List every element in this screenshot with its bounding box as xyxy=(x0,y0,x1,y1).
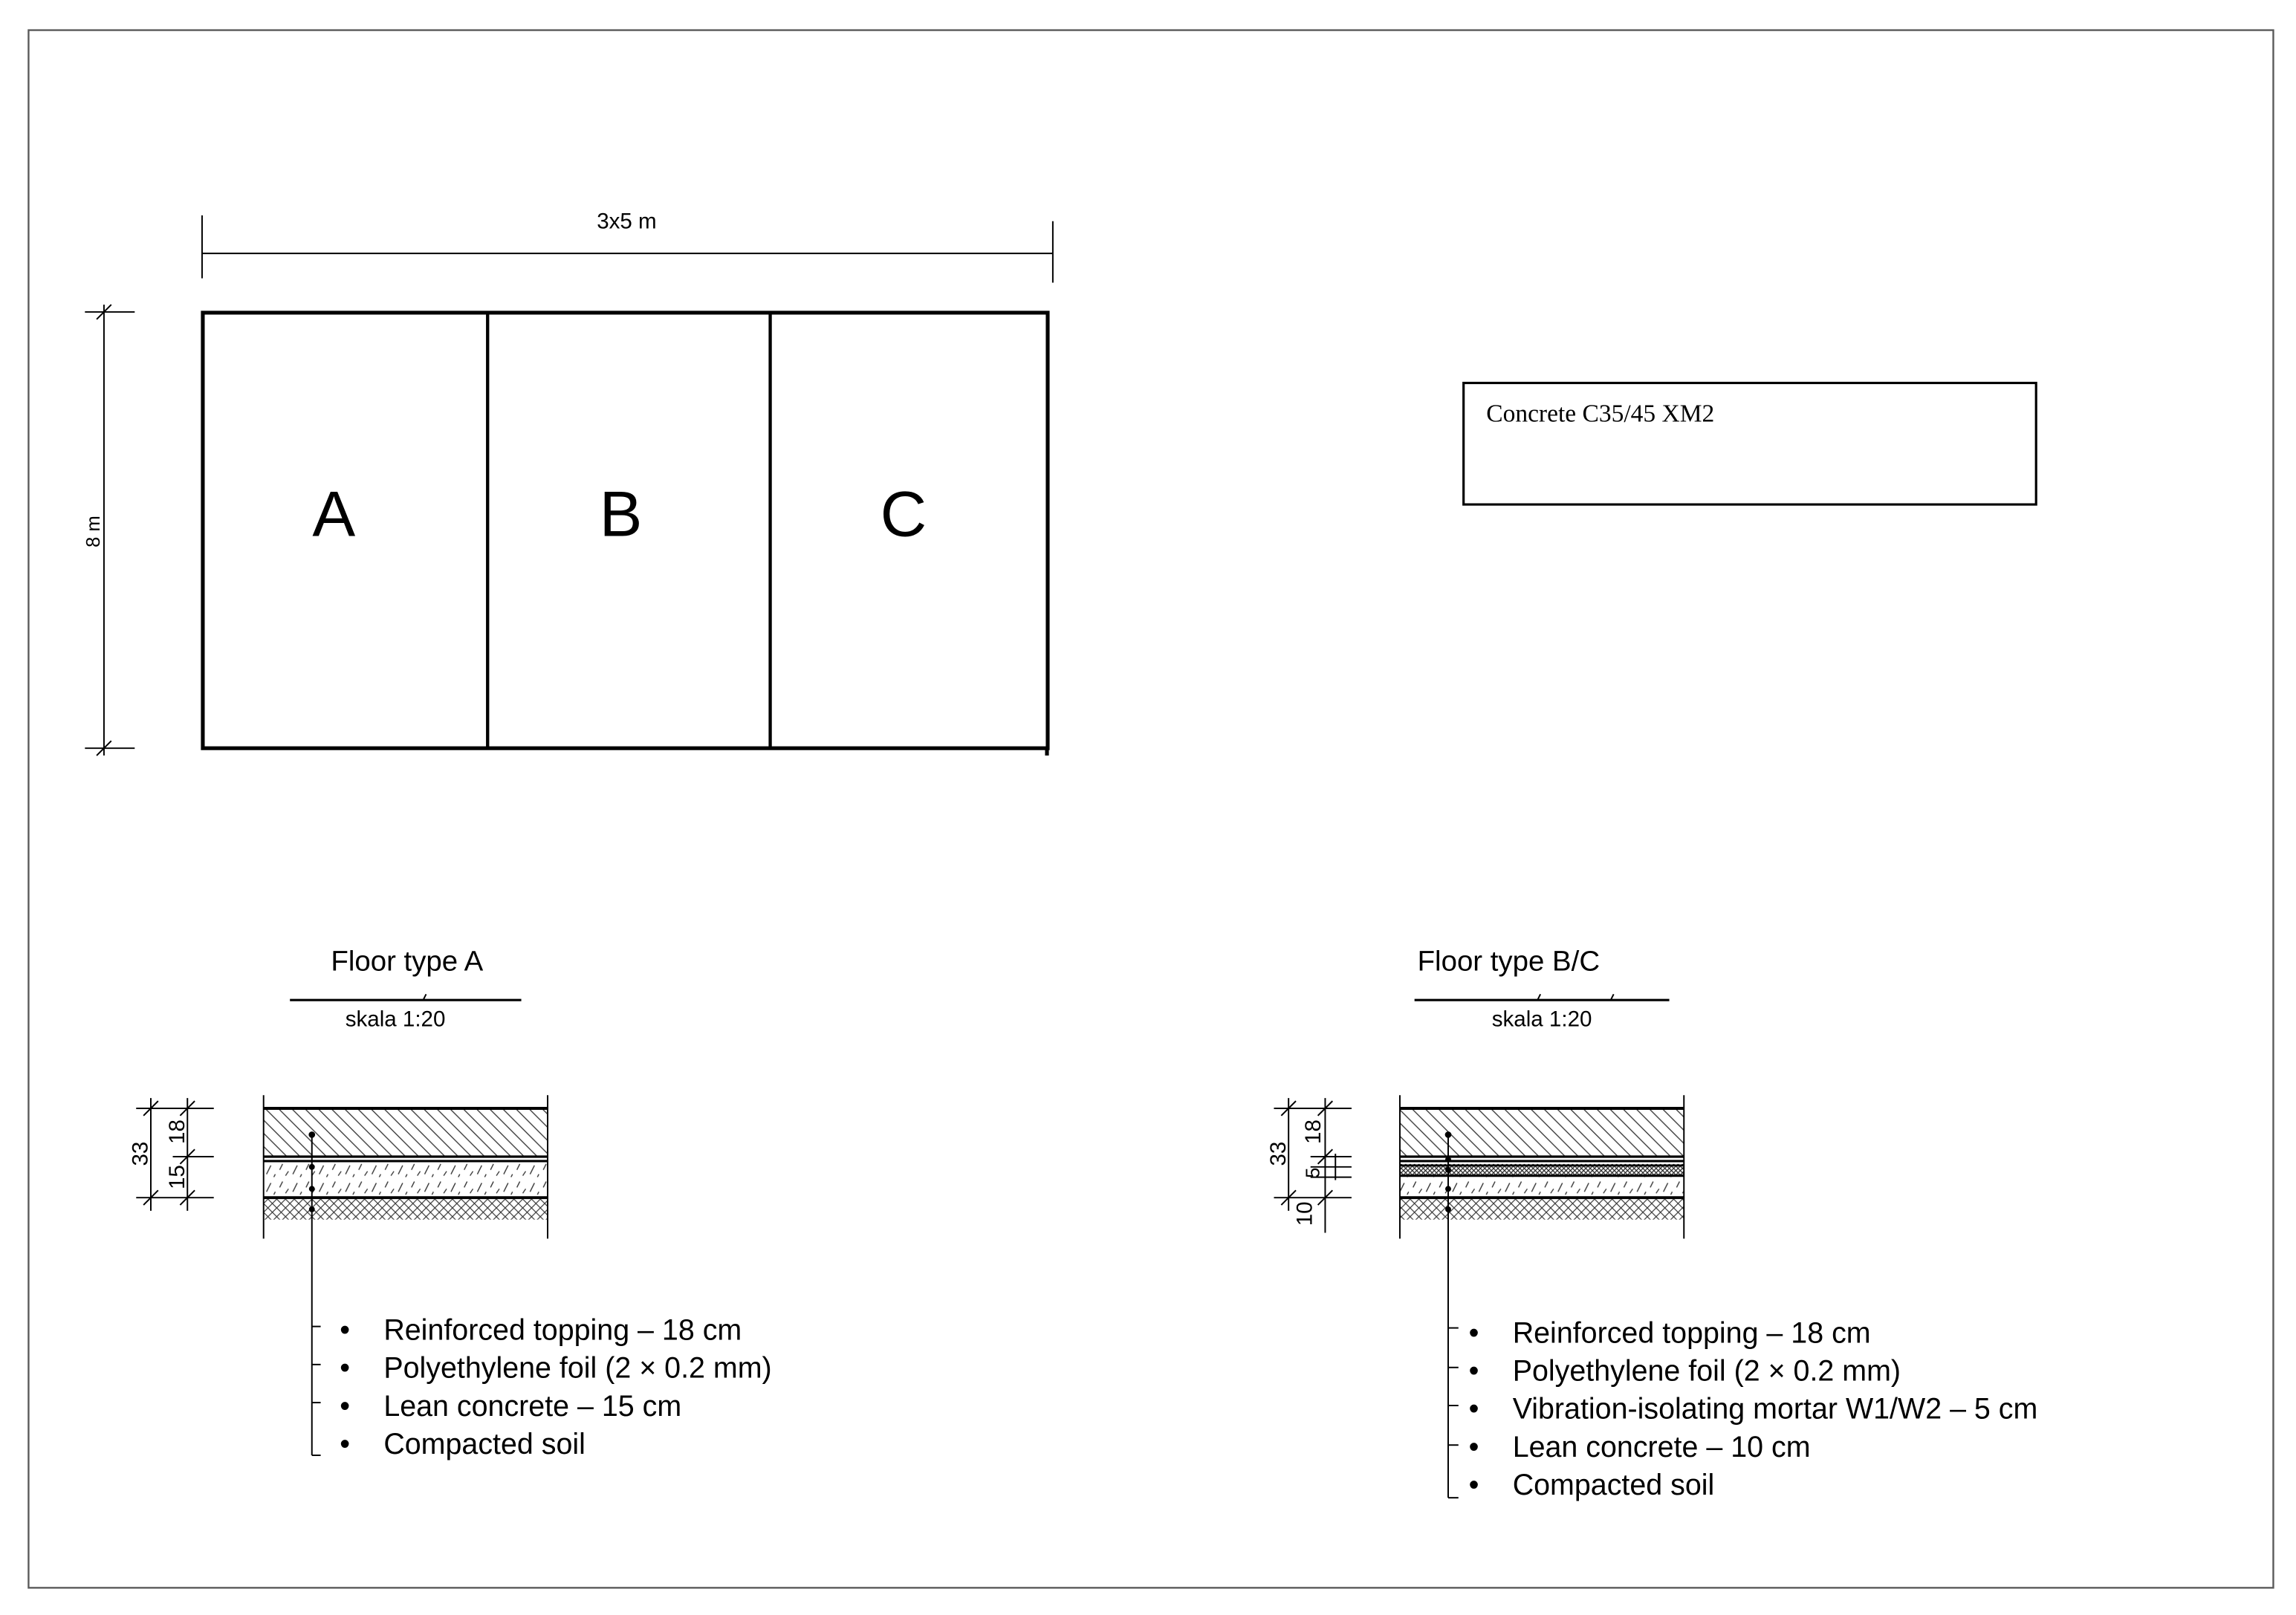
list-bullet: • xyxy=(340,1351,350,1385)
list-bullet: • xyxy=(1468,1354,1479,1388)
plan-width-label: 3x5 m xyxy=(597,209,657,234)
sheet-frame xyxy=(28,30,2273,1588)
list-item: Compacted soil xyxy=(1512,1469,1715,1502)
plan-view xyxy=(83,209,1053,755)
list-item: Polyethylene foil (2 × 0.2 mm) xyxy=(383,1351,772,1385)
section-bc-title: Floor type B/C xyxy=(1417,945,1601,978)
section-bc-dim-total: 33 xyxy=(1265,1141,1291,1166)
room-label-c: C xyxy=(880,478,927,550)
layer-compacted-soil xyxy=(1400,1198,1684,1220)
list-item: Polyethylene foil (2 × 0.2 mm) xyxy=(1512,1354,1901,1388)
list-bullet: • xyxy=(340,1389,350,1423)
section-bc-layer-list xyxy=(1469,1316,2038,1501)
list-item: Lean concrete – 10 cm xyxy=(1512,1430,1811,1463)
section-a xyxy=(129,946,772,1460)
section-bc-dim-bottom: 10 xyxy=(1292,1201,1317,1226)
layer-lean-concrete xyxy=(1400,1176,1684,1198)
layer-reinforced-topping xyxy=(1400,1108,1684,1157)
list-item: Vibration-isolating mortar W1/W2 – 5 cm xyxy=(1512,1392,2038,1426)
note-box-text: Concrete C35/45 XM2 xyxy=(1486,400,1715,428)
section-bc-dim-top: 18 xyxy=(1301,1120,1326,1144)
section-a-dim-total: 33 xyxy=(128,1141,153,1166)
section-a-scale: skala 1:20 xyxy=(345,1007,446,1032)
section-bc-scale: skala 1:20 xyxy=(1491,1007,1592,1032)
layer-reinforced-topping xyxy=(264,1108,548,1157)
section-a-title: Floor type A xyxy=(331,945,484,978)
list-item: Compacted soil xyxy=(383,1428,586,1461)
section-bc xyxy=(1266,946,2037,1501)
list-bullet: • xyxy=(1468,1392,1479,1426)
section-bc-dim-middle: 5 xyxy=(1303,1167,1324,1178)
layer-lean-concrete xyxy=(264,1161,548,1198)
list-bullet: • xyxy=(340,1313,350,1347)
plan-height-label: 8 m xyxy=(83,516,105,547)
section-a-dim-top: 18 xyxy=(164,1120,189,1144)
layer-compacted-soil xyxy=(264,1198,548,1220)
list-bullet: • xyxy=(1468,1430,1479,1463)
list-bullet: • xyxy=(340,1428,350,1461)
list-bullet: • xyxy=(1468,1469,1479,1502)
room-label-b: B xyxy=(599,478,643,550)
list-item: Reinforced topping – 18 cm xyxy=(1512,1316,1871,1350)
list-item: Reinforced topping – 18 cm xyxy=(383,1313,742,1347)
room-label-a: A xyxy=(312,478,356,550)
section-a-dim-bottom: 15 xyxy=(164,1165,189,1190)
list-bullet: • xyxy=(1468,1316,1479,1350)
list-item: Lean concrete – 15 cm xyxy=(383,1389,682,1423)
section-a-layer-list xyxy=(340,1313,771,1460)
